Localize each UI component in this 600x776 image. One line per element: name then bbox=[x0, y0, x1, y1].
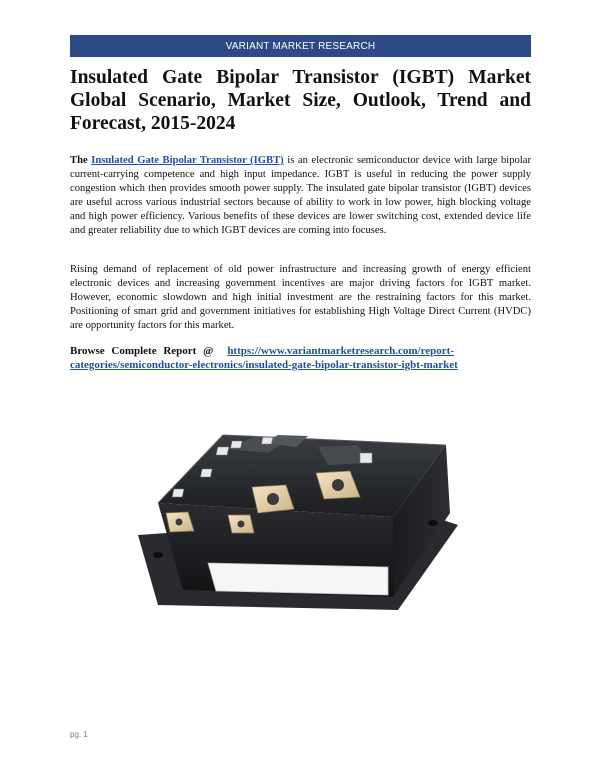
report-url-link[interactable]: https://www.variantmarketresearch.com/report-categories/semiconductor-electronics/insulated-gate-bipolar-transistor-igbt-market bbox=[70, 345, 458, 371]
page-number: pg. 1 bbox=[70, 730, 88, 739]
browse-report bbox=[70, 344, 531, 372]
browse-label: Browse Complete Report @ bbox=[70, 345, 214, 357]
igbt-link[interactable]: Insulated Gate Bipolar Transistor (IGBT) bbox=[91, 155, 284, 166]
header-banner bbox=[70, 35, 531, 57]
intro-lead: The bbox=[70, 155, 88, 166]
page-title: Insulated Gate Bipolar Transistor (IGBT) Market Global Scenario, Market Size, Outlook, Trend and Forecast, 2015-2024 bbox=[70, 67, 531, 134]
banner-text: VARIANT MARKET RESEARCH bbox=[225, 40, 376, 52]
drivers-paragraph: Rising demand of replacement of old power infrastructure and increasing growth of energy efficient electronic devices and increasing government incentives are major driving factors for IGBT market. However, economic slowdown and high initial investment are the restraining factors for this market. Positioning of smart grid and government initiatives for establishing High Voltage Direct Current (HVDC) are opportunity factors for this market. bbox=[70, 264, 531, 331]
intro-paragraph bbox=[70, 154, 531, 237]
igbt-module-image bbox=[128, 385, 468, 625]
intro-text: is an electronic semiconductor device with large bipolar current-carrying competence and high input impedance. IGBT is useful in reducing the power supply congestion which then provides smooth power supply. The insulated gate bipolar transistor (IGBT) devices are useful across various industrial sectors because of ability to work in low power, high blocking voltage and high power efficiency. Various benefits of these devices are lower switching cost, extended device life and greater reliability due to which IGBT devices are coming into focuses. bbox=[70, 155, 531, 236]
